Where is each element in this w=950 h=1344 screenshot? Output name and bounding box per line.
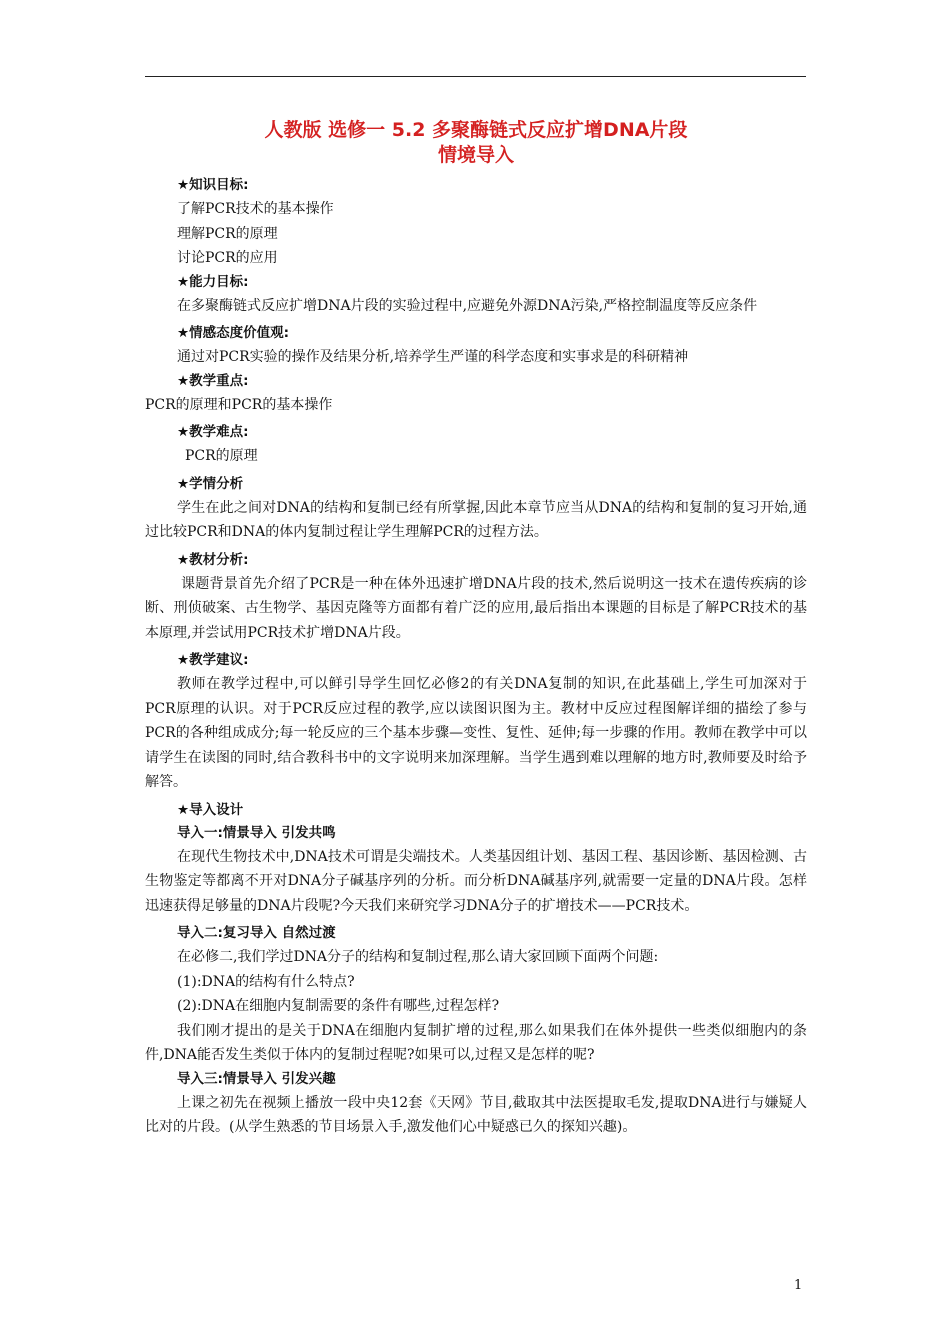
- knowledge-item: 讨论PCR的应用: [177, 250, 278, 266]
- document-title: 人教版 选修一 5.2 多聚酶链式反应扩增DNA片段: [264, 119, 688, 141]
- intro-three-heading: 导入三:情景导入 引发兴趣: [177, 1070, 336, 1087]
- material-heading: ★教材分析:: [177, 551, 249, 568]
- difficulty-heading: ★教学难点:: [177, 424, 249, 440]
- page-number: 1: [794, 1278, 803, 1293]
- advice-heading: ★教学建议:: [177, 652, 249, 668]
- intro-two-heading: 导入二:复习导入 自然过渡: [177, 925, 336, 941]
- students-heading: ★学情分析: [177, 475, 244, 492]
- intro-two-question: (1):DNA的结构有什么特点?: [177, 973, 355, 990]
- students-text: 学生在此之间对DNA的结构和复制已经有所掌握,因此本章节应当从DNA的结构和复制的复习开始,通过比较PCR和DNA的体内复制过程让学生理解PCR的过程方法。: [145, 499, 807, 540]
- knowledge-item: 了解PCR技术的基本操作: [177, 201, 334, 217]
- knowledge-item: 理解PCR的原理: [177, 225, 278, 242]
- header-rule: [145, 76, 806, 77]
- intro-one-text: 在现代生物技术中,DNA技术可谓是尖端技术。人类基因组计划、基因工程、基因诊断、基因检测、古生物鉴定等都离不开对DNA分子碱基序列的分析。而分析DNA碱基序列,就需要一定量的DNA片段。怎样迅速获得足够量的DNA片段呢?今天我们来研究学习DNA分子的扩增技术——PCR技术。: [145, 848, 807, 914]
- document-body: [145, 118, 807, 1140]
- ability-text: 在多聚酶链式反应扩增DNA片段的实验过程中,应避免外源DNA污染,严格控制温度等反应条件: [177, 297, 758, 314]
- emotion-heading: ★情感态度价值观:: [177, 325, 290, 341]
- intro-one-heading: 导入一:情景导入 引发共鸣: [177, 824, 336, 841]
- knowledge-heading: ★知识目标:: [177, 177, 249, 193]
- intro-heading: ★导入设计: [177, 801, 244, 818]
- focus-heading: ★教学重点:: [177, 372, 249, 389]
- intro-two-text: 在必修二,我们学过DNA分子的结构和复制过程,那么请大家回顾下面两个问题:: [177, 949, 659, 965]
- emotion-text: 通过对PCR实验的操作及结果分析,培养学生严谨的科学态度和实事求是的科研精神: [177, 349, 689, 365]
- intro-two-text2: 我们刚才提出的是关于DNA在细胞内复制扩增的过程,那么如果我们在体外提供一些类似细胞内的条件,DNA能否发生类似于体内的复制过程呢?如果可以,过程又是怎样的呢?: [145, 1022, 807, 1063]
- focus-text: PCR的原理和PCR的基本操作: [145, 396, 333, 413]
- difficulty-text: PCR的原理: [185, 448, 258, 464]
- advice-text: 教师在教学过程中,可以鲜引导学生回忆必修2的有关DNA复制的知识,在此基础上,学生可加深对于PCR原理的认识。对于PCR反应过程的教学,应以读图识图为主。教材中反应过程图解详细的描绘了参与PCR的各种组成成分;每一轮反应的三个基本步骤—变性、复性、延伸;每一步骤的作用。教师在教学中可以请学生在读图的同时,结合教科书中的文字说明来加深理解。当学生遇到难以理解的地方时,教师要及时给予解答。: [145, 676, 807, 790]
- intro-two-question: (2):DNA在细胞内复制需要的条件有哪些,过程怎样?: [177, 998, 500, 1014]
- ability-heading: ★能力目标:: [177, 273, 249, 290]
- document-subtitle: 情境导入: [437, 144, 514, 166]
- intro-three-text: 上课之初先在视频上播放一段中央12套《天网》节目,截取其中法医提取毛发,提取DNA进行与嫌疑人比对的片段。(从学生熟悉的节目场景入手,激发他们心中疑惑已久的探知兴趣)。: [145, 1094, 807, 1135]
- material-text: 课题背景首先介绍了PCR是一种在体外迅速扩增DNA片段的技术,然后说明这一技术在遗传疾病的诊断、刑侦破案、古生物学、基因克隆等方面都有着广泛的应用,最后指出本课题的目标是了解PCR技术的基本原理,并尝试用PCR技术扩增DNA片段。: [145, 575, 807, 641]
